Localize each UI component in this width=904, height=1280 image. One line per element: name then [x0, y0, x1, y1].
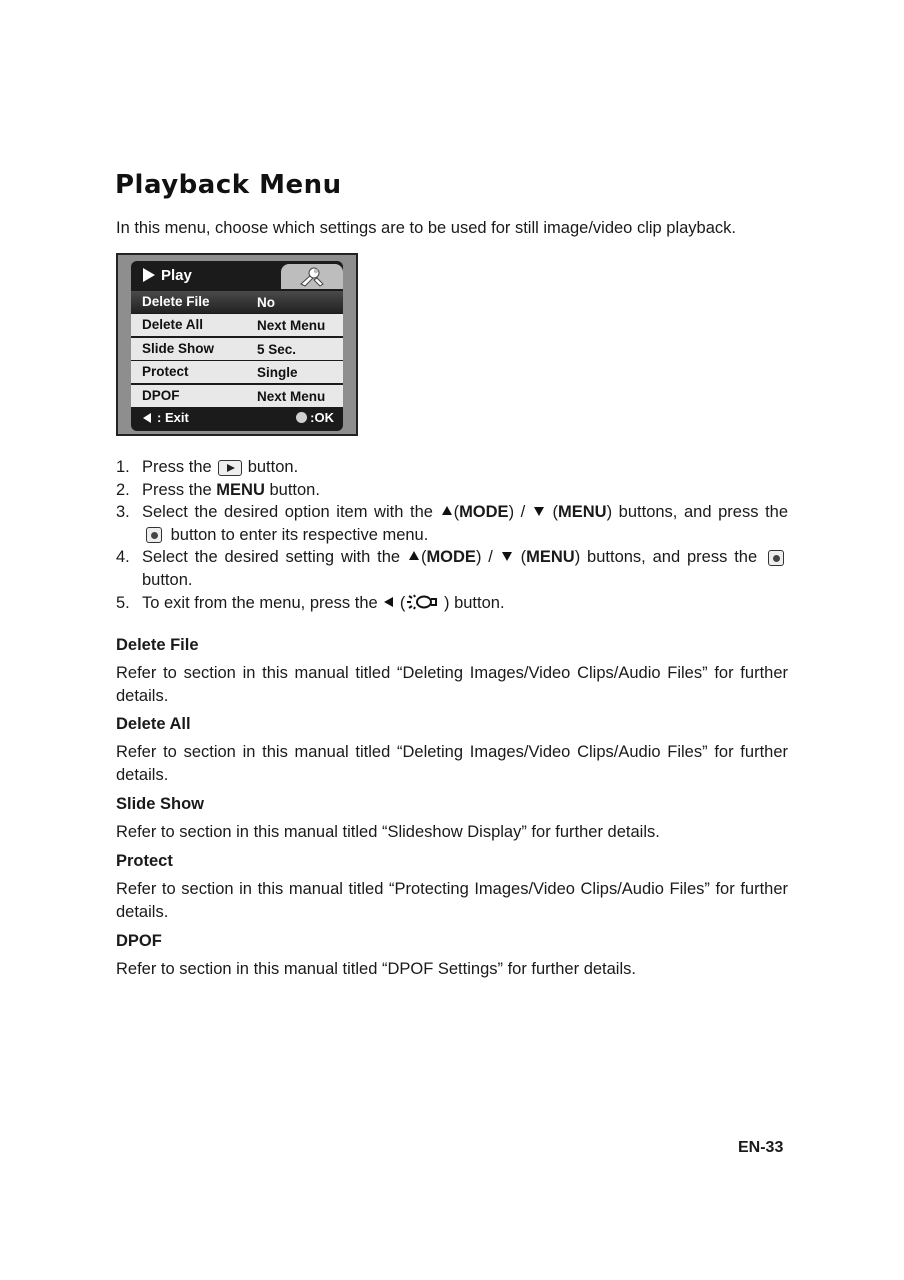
menu-row-label: Delete All [142, 317, 204, 333]
play-icon [143, 268, 155, 282]
section-heading-dpof: DPOF [116, 932, 162, 950]
menu-row-label: Protect [142, 364, 189, 380]
page-number: EN-33 [738, 1139, 784, 1156]
menu-row-value: No [257, 295, 275, 310]
playback-button-icon [218, 460, 242, 476]
up-arrow-icon [442, 506, 452, 515]
step-3: 3. Select the desired option item with the (MODE) / (MENU) buttons, and press the button to enter its respective menu. [116, 503, 789, 544]
menu-row-value: Next Menu [257, 388, 326, 404]
page-title: Playback Menu [115, 170, 342, 200]
footer-ok: :OK [310, 410, 334, 425]
menu-row-slide-show [131, 338, 343, 360]
menu-row-delete-file [131, 291, 343, 313]
menu-row-label: Delete File [142, 294, 210, 309]
step-5: 5. To exit from the menu, press the ( ) button. [116, 593, 505, 612]
tab-setup [281, 264, 343, 289]
left-arrow-icon [143, 413, 151, 423]
menu-row-protect [131, 361, 343, 383]
section-heading-delete-file: Delete File [116, 636, 199, 654]
down-arrow-icon [534, 507, 544, 516]
wrench-icon [281, 264, 343, 289]
left-arrow-icon [384, 597, 393, 607]
steps-list [116, 456, 788, 614]
section-text-delete-file: Refer to section in this manual titled “Deleting Images/Video Clips/Audio Files” for further details. [116, 664, 788, 705]
menu-row-label: Slide Show [142, 340, 215, 356]
section-text-protect: Refer to section in this manual titled “Protecting Images/Video Clips/Audio Files” for further details. [116, 880, 788, 921]
menu-footer [131, 407, 343, 431]
section-heading-delete-all: Delete All [116, 715, 191, 733]
tab-play-label: Play [161, 266, 192, 284]
down-arrow-icon [502, 552, 512, 561]
menu-row-value: Single [257, 365, 298, 381]
step-4: 4. Select the desired setting with the (MODE) / (MENU) buttons, and press the button. [116, 546, 788, 591]
step-2: 2. Press the MENU button. [116, 480, 320, 499]
menu-rows [131, 291, 343, 408]
menu-row-delete-all [131, 314, 343, 336]
section-text-delete-all: Refer to section in this manual titled “Deleting Images/Video Clips/Audio Files” for further details. [116, 743, 788, 784]
menu-row-dpof [131, 385, 343, 407]
ok-button-icon [146, 527, 162, 543]
ok-button-icon [296, 412, 307, 423]
section-heading-slide-show: Slide Show [116, 795, 205, 813]
step-1: 1. Press the button. [116, 458, 299, 476]
menu-row-value: 5 Sec. [257, 341, 297, 357]
ok-button-icon [768, 550, 784, 566]
flash-icon [405, 594, 439, 610]
section-text-slide-show: Refer to section in this manual titled “Slideshow Display” for further details. [116, 823, 660, 841]
menu-row-label: DPOF [142, 387, 180, 403]
intro-text: In this menu, choose which settings are to be used for still image/video clip playback. [116, 219, 736, 237]
up-arrow-icon [409, 551, 419, 560]
section-heading-protect: Protect [116, 852, 173, 870]
tab-play [131, 261, 281, 289]
section-text-dpof: Refer to section in this manual titled “DPOF Settings” for further details. [116, 960, 636, 978]
menu-screen [131, 261, 343, 431]
footer-exit: : Exit [157, 410, 189, 425]
menu-row-value: Next Menu [257, 318, 326, 334]
